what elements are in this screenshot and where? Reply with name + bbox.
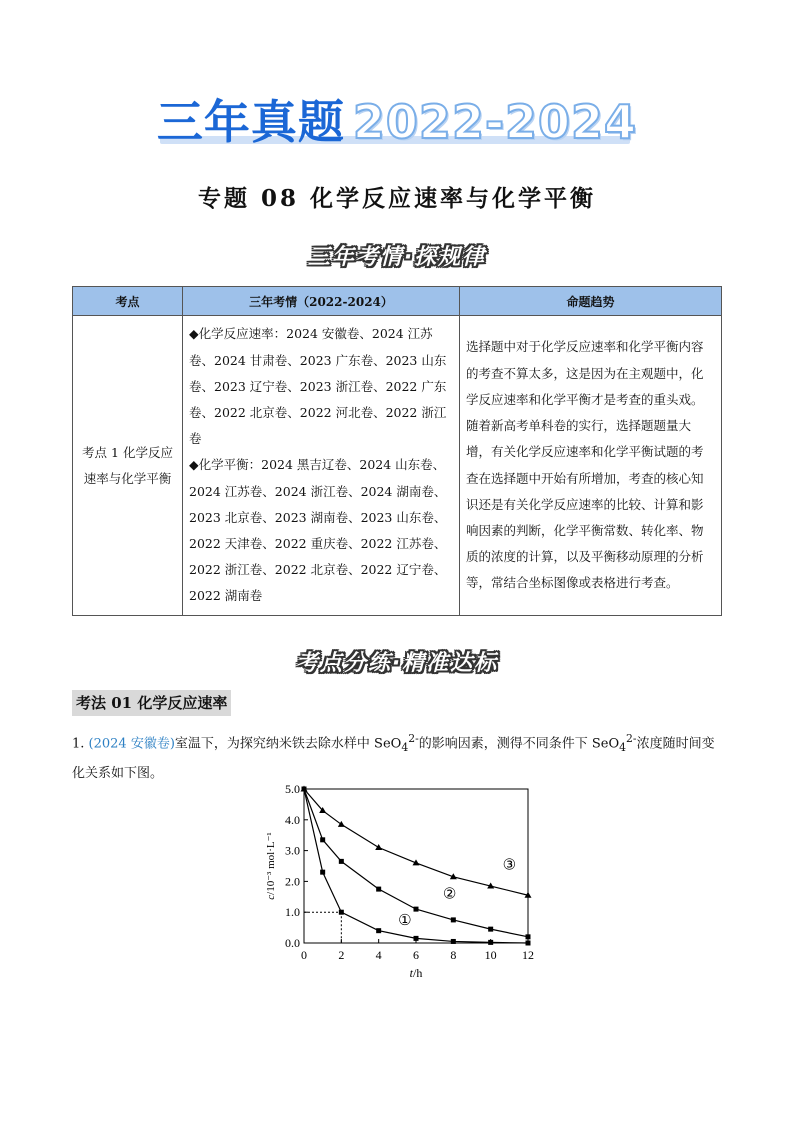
series-point-2: [339, 859, 344, 864]
y-tick-label: 5.0: [285, 782, 300, 796]
concentration-chart: [262, 775, 552, 990]
x-axis-label: t/h: [409, 966, 423, 980]
series-point-2: [376, 887, 381, 892]
series-point-1: [376, 928, 381, 933]
section-banner-trends: 三年考情·探规律: [307, 245, 487, 270]
banner-title-cn: 三年真题: [156, 95, 345, 149]
series-point-1: [320, 870, 325, 875]
series-point-1: [451, 939, 456, 944]
table-header-row: [73, 287, 722, 316]
table-row: [73, 316, 722, 616]
series-point-1: [526, 941, 531, 946]
y-axis-label: c/10⁻³ mol·L⁻¹: [265, 832, 277, 900]
series-point-2: [451, 917, 456, 922]
header-point: 考点: [73, 287, 183, 316]
series-label-1: ①: [398, 910, 412, 929]
question-text-a: 室温下，为探究纳米铁去除水样中 SeO: [174, 736, 402, 752]
x-tick-label: 10: [484, 948, 497, 962]
series-point-2: [320, 837, 325, 842]
x-tick-label: 4: [375, 948, 382, 962]
question-text-c: 浓度随时间变化关系如下图。: [72, 736, 715, 781]
cell-years: [183, 316, 460, 616]
y-tick-label: 1.0: [285, 905, 300, 920]
x-tick-label: 12: [522, 948, 534, 962]
selenate-sup: 2-: [408, 732, 419, 745]
years-rate: ◆化学反应速率：2024 安徽卷、2024 江苏卷、2024 甘肃卷、2023 广东卷、2023 山东卷、2023 辽宁卷、2023 浙江卷、2022 广东卷、2022 北京卷、2022 河北卷、2022 浙江卷: [189, 326, 447, 447]
banner-title-years: 2022-2024: [352, 95, 638, 149]
years-equilibrium: ◆化学平衡：2024 黑吉辽卷、2024 山东卷、2024 江苏卷、2024 浙江卷、2024 湖南卷、2023 北京卷、2023 湖南卷、2023 山东卷、2022 天津卷、2022 重庆卷、2022 江苏卷、2022 浙江卷、2022 北京卷、2022 辽宁卷、2022 湖南卷: [189, 457, 447, 604]
exam-summary-table: [72, 286, 722, 616]
header-years: 三年考情（2022-2024）: [183, 287, 460, 316]
series-label-2: ②: [442, 884, 457, 903]
series-point-3: [375, 844, 382, 850]
series-point-2: [414, 907, 419, 912]
selenate-sup-2: 2-: [626, 732, 637, 745]
selenate-sub-2: 4: [619, 740, 627, 754]
series-point-1: [488, 940, 493, 945]
series-point-2: [488, 927, 493, 932]
question-text-b: 的影响因素，测得不同条件下 SeO: [418, 736, 620, 752]
header-trend: 命题趋势: [460, 287, 722, 316]
banner-title: [157, 92, 637, 152]
question-source-link[interactable]: (2024 安徽卷): [88, 736, 175, 752]
x-tick-label: 2: [338, 948, 345, 962]
selenate-sub: 4: [401, 740, 409, 754]
title-banner: [0, 92, 794, 162]
series-point-3: [338, 821, 345, 827]
question-number: 1.: [72, 736, 85, 752]
topic-title: 专题 08 化学反应速率与化学平衡: [197, 185, 597, 212]
series-point-1: [339, 910, 344, 915]
x-tick-label: 0: [301, 948, 307, 962]
x-tick-label: 6: [413, 948, 419, 962]
method-heading: 考法 01 化学反应速率: [72, 690, 231, 716]
y-tick-label: 2.0: [285, 874, 300, 889]
series-line-3: [304, 789, 528, 895]
y-tick-label: 3.0: [285, 843, 300, 858]
cell-point: 考点 1 化学反应速率与化学平衡: [73, 316, 183, 616]
plot-frame: [304, 789, 528, 943]
section-banner-practice: 考点分练·精准达标: [295, 651, 499, 676]
series-label-3: ③: [502, 855, 517, 874]
series-point-2: [526, 934, 531, 939]
y-tick-label: 4.0: [285, 812, 300, 827]
series-line-1: [304, 789, 528, 943]
x-tick-label: 8: [450, 948, 457, 962]
y-tick-label: 0.0: [285, 936, 300, 950]
series-point-1: [414, 936, 419, 941]
cell-trend: 选择题中对于化学反应速率和化学平衡内容的考查不算太多，这是因为在主观题中，化学反应速率和化学平衡才是考查的重头戏。随着新高考单科卷的实行，选择题题量大增，有关化学反应速率和化学平衡试题的考查在选择题中开始有所增加，考查的核心知识还是有关化学反应速率的比较、计算和影响因素的判断，化学平衡常数、转化率、物质的浓度的计算，以及平衡移动原理的分析等，常结合坐标图像或表格进行考查。: [460, 316, 722, 616]
